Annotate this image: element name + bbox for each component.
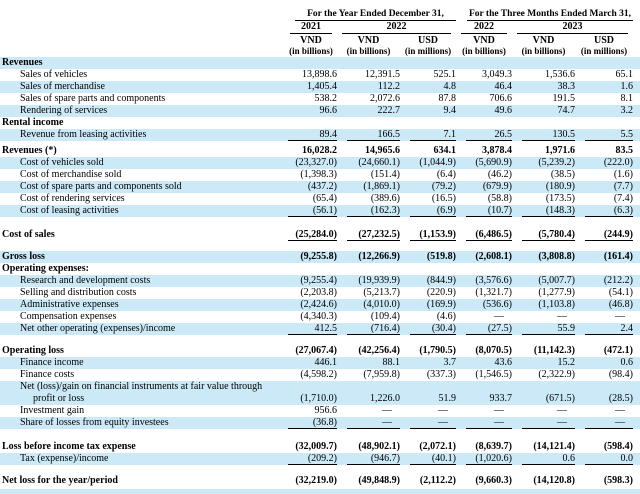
partial-row-strip [0, 489, 640, 494]
cell-value: (598.4) [603, 441, 633, 452]
header-group-year-ended [285, 8, 456, 57]
cell-value: (5,213.7) [363, 287, 400, 298]
currency-label: USD [417, 35, 438, 46]
cell-value: 96.6 [319, 105, 337, 116]
cell-value: 412.5 [285, 323, 337, 335]
cell-value: 9.4 [443, 105, 456, 116]
table-row [0, 193, 640, 205]
cell-value: (5,007.7) [538, 275, 575, 286]
table-row [0, 381, 640, 405]
table-row [0, 475, 640, 487]
cell-value: (472.1) [603, 345, 633, 356]
row-label: Investment gain [20, 405, 85, 416]
cell-value: — [456, 417, 512, 429]
cell-value: (1,020.6) [456, 453, 512, 465]
cell-value: 1.6 [620, 81, 633, 92]
period-title: For the Year Ended December 31, [295, 8, 456, 21]
cell-value: 1,405.4 [307, 81, 337, 92]
cell-value: (24,660.1) [358, 157, 400, 168]
header-label-spacer [2, 8, 285, 57]
cell-value: — [557, 311, 567, 322]
table-row [0, 417, 640, 429]
row-label: Operating expenses: [2, 263, 89, 274]
cell-value: (220.9) [426, 287, 456, 298]
row-label: Cost of merchandise sold [20, 169, 122, 180]
cell-value: 89.4 [285, 129, 337, 141]
row-label: Cost of leasing activities [20, 205, 119, 216]
unit-label: (in millions) [580, 46, 628, 56]
cell-value: (4,340.3) [300, 311, 337, 322]
cell-value: (42,256.4) [358, 345, 400, 356]
currency-label: VND [300, 35, 322, 46]
cell-value: (1,321.7) [475, 287, 512, 298]
cell-value: (11,142.3) [533, 345, 575, 356]
cell-value: (244.9) [575, 229, 633, 241]
row-label: Compensation expenses [20, 311, 117, 322]
spacer-row [0, 241, 640, 251]
cell-value: 1,226.0 [370, 393, 400, 404]
table-header [0, 0, 640, 57]
cell-value: (7,959.8) [363, 369, 400, 380]
cell-value: (5,239.2) [538, 157, 575, 168]
cell-value: (161.4) [603, 251, 633, 262]
cell-value: 3,049.3 [482, 69, 512, 80]
cell-value: (8,070.5) [475, 345, 512, 356]
spacer-row [0, 217, 640, 229]
table-row [0, 69, 640, 81]
cell-value: (4,598.2) [300, 369, 337, 380]
spacer-row [0, 335, 640, 345]
cell-value: 26.5 [456, 129, 512, 141]
cell-value: (6.4) [436, 169, 456, 180]
cell-value: 8.1 [620, 93, 633, 104]
cell-value: 3.2 [620, 105, 633, 116]
year-label: 2021 [290, 21, 332, 34]
cell-value: (1,790.5) [419, 345, 456, 356]
table-row [0, 453, 640, 465]
unit-label: (in millions) [404, 46, 452, 56]
year-cell [285, 21, 337, 34]
table-row [0, 263, 640, 275]
cell-value: (1,710.0) [300, 393, 337, 404]
year-label: 2022 [461, 21, 507, 34]
cell-value: — [615, 405, 625, 416]
row-label: Operating loss [2, 345, 64, 356]
cell-value: 0.0 [575, 453, 633, 465]
cell-value: (19,939.9) [358, 275, 400, 286]
cell-value: 1,971.6 [545, 145, 575, 156]
table-row [0, 129, 640, 141]
cell-value: 83.5 [615, 145, 633, 156]
cell-value: 166.5 [337, 129, 400, 141]
cell-value: (46.2) [487, 169, 512, 180]
cell-value: (2,424.6) [300, 299, 337, 310]
cell-value: 634.1 [433, 145, 456, 156]
row-label: Selling and distribution costs [20, 287, 137, 298]
currency-row [456, 34, 633, 57]
cell-value: — [382, 405, 392, 416]
year-cell [512, 21, 633, 34]
row-label: Administrative expenses [20, 299, 119, 310]
cell-value: 956.6 [314, 405, 337, 416]
cell-value: (1,044.9) [419, 157, 456, 168]
cell-value: 3.7 [443, 357, 456, 368]
table-row [0, 57, 640, 69]
table-row [0, 441, 640, 453]
cell-value: 13,898.6 [302, 69, 337, 80]
row-label: Sales of spare parts and components [20, 93, 166, 104]
cell-value: (173.5) [545, 193, 575, 204]
header-group-three-months [456, 8, 633, 57]
cell-value: (2,608.1) [475, 251, 512, 262]
currency-row [285, 34, 456, 57]
table-row [0, 81, 640, 93]
cell-value: (844.9) [426, 275, 456, 286]
row-label: Loss before income tax expense [2, 441, 136, 452]
year-cell [337, 21, 456, 34]
cell-value: (14,121.4) [533, 441, 575, 452]
year-row [285, 21, 456, 34]
cell-value: 55.9 [512, 323, 575, 335]
year-label: 2022 [342, 21, 451, 34]
cell-value: 74.7 [557, 105, 575, 116]
cell-value: (56.1) [285, 205, 337, 217]
cell-value: (3,808.8) [538, 251, 575, 262]
cell-value: (48,902.1) [358, 441, 400, 452]
row-label: Cost of vehicles sold [20, 157, 104, 168]
currency-label: USD [593, 35, 614, 46]
table-row [0, 323, 640, 335]
cell-value: (1,277.9) [538, 287, 575, 298]
cell-value: 538.2 [314, 93, 337, 104]
cell-value: (1,546.5) [475, 369, 512, 380]
cell-value: 88.1 [382, 357, 400, 368]
cell-value: 2.4 [575, 323, 633, 335]
cell-value: — [494, 311, 504, 322]
year-cell [456, 21, 512, 34]
row-label: Cost of spare parts and components sold [20, 181, 182, 192]
row-label: Revenues [2, 57, 43, 68]
unit-label: (in billions) [521, 46, 566, 56]
table-row [0, 93, 640, 105]
cell-value: (109.4) [370, 311, 400, 322]
row-label: Revenues (*) [2, 145, 57, 156]
cell-value: (23,327.0) [295, 157, 337, 168]
cell-value: 51.9 [438, 393, 456, 404]
cell-value: (98.4) [608, 369, 633, 380]
unit-label: (in billions) [462, 46, 506, 56]
cell-value: 4.8 [443, 81, 456, 92]
year-row [456, 21, 633, 34]
cell-value: (5,690.9) [475, 157, 512, 168]
cell-value: (27,067.4) [295, 345, 337, 356]
cell-value: — [337, 417, 400, 429]
cell-value: (5,780.4) [512, 229, 575, 241]
table-body [0, 57, 640, 487]
cell-value: 7.1 [400, 129, 456, 141]
cell-value: (8,639.7) [475, 441, 512, 452]
cell-value: — [494, 405, 504, 416]
row-label: Net other operating (expenses)/income [20, 323, 176, 334]
cell-value: 0.6 [512, 453, 575, 465]
table-row [0, 405, 640, 417]
cell-value: (9,255.8) [300, 251, 337, 262]
cell-value: (49,848.9) [358, 475, 400, 486]
table-row [0, 357, 640, 369]
cell-value: (1.6) [613, 169, 633, 180]
cell-value: — [438, 405, 448, 416]
row-label: Gross loss [2, 251, 45, 262]
cell-value: (1,153.9) [400, 229, 456, 241]
cell-value: 0.6 [620, 357, 633, 368]
currency-cell [285, 34, 337, 57]
cell-value: — [615, 311, 625, 322]
cell-value: (536.6) [482, 299, 512, 310]
table-row [0, 105, 640, 117]
table-row [0, 345, 640, 357]
cell-value: (9,660.3) [475, 475, 512, 486]
cell-value: (7.7) [613, 181, 633, 192]
cell-value: (25,284.0) [285, 229, 337, 241]
cell-value: (389.6) [370, 193, 400, 204]
cell-value: 15.2 [557, 357, 575, 368]
period-title: For the Three Months Ended March 31, [468, 9, 632, 19]
table-row [0, 287, 640, 299]
cell-value: (337.3) [426, 369, 456, 380]
cell-value: (162.3) [337, 205, 400, 217]
cell-value: 3,878.4 [482, 145, 512, 156]
row-label: Finance costs [20, 369, 75, 380]
cell-value: 191.5 [552, 93, 575, 104]
cell-value: 46.4 [494, 81, 512, 92]
cell-value: 12,391.5 [365, 69, 400, 80]
table-row [0, 205, 640, 217]
year-label: 2023 [517, 21, 628, 34]
cell-value: (4,010.0) [363, 299, 400, 310]
currency-label: VND [473, 35, 495, 46]
table-row [0, 145, 640, 157]
cell-value: (2,203.8) [300, 287, 337, 298]
row-label: Net (loss)/gain on financial instruments at fair value through profit or loss [20, 381, 263, 404]
cell-value: 706.6 [489, 93, 512, 104]
cell-value: (65.4) [312, 193, 337, 204]
cell-value: (12,266.9) [358, 251, 400, 262]
cell-value: (9,255.4) [300, 275, 337, 286]
cell-value: 222.7 [377, 105, 400, 116]
cell-value: (54.1) [608, 287, 633, 298]
cell-value: (209.2) [285, 453, 337, 465]
currency-cell [575, 34, 633, 57]
cell-value: 49.6 [494, 105, 512, 116]
cell-value: 65.1 [615, 69, 633, 80]
table-row [0, 117, 640, 129]
row-label: Tax (expense)/income [20, 453, 109, 464]
row-label: Sales of vehicles [20, 69, 88, 80]
table-row [0, 169, 640, 181]
cell-value: 14,965.6 [365, 145, 400, 156]
table-row [0, 275, 640, 287]
cell-value: (151.4) [370, 169, 400, 180]
cell-value: (38.5) [550, 169, 575, 180]
row-label: Rental income [2, 117, 64, 128]
cell-value: (6.9) [400, 205, 456, 217]
row-label: Sales of merchandise [20, 81, 105, 92]
cell-value: (2,322.9) [538, 369, 575, 380]
cell-value: (222.0) [603, 157, 633, 168]
row-label: Revenue from leasing activities [20, 129, 147, 140]
cell-value: (212.2) [603, 275, 633, 286]
cell-value: (28.5) [608, 393, 633, 404]
cell-value: (148.3) [512, 205, 575, 217]
cell-value: 5.5 [575, 129, 633, 141]
cell-value: 16,028.2 [302, 145, 337, 156]
cell-value: 933.7 [489, 393, 512, 404]
row-label: Net loss for the year/period [2, 475, 118, 486]
cell-value: 87.8 [438, 93, 456, 104]
currency-label: VND [357, 35, 380, 46]
cell-value: (437.2) [307, 181, 337, 192]
cell-value: (30.4) [400, 323, 456, 335]
cell-value: — [557, 405, 567, 416]
table-row [0, 157, 640, 169]
currency-cell [512, 34, 575, 57]
cell-value: (716.4) [337, 323, 400, 335]
cell-value: (2,112.2) [419, 475, 456, 486]
cell-value: (40.1) [400, 453, 456, 465]
cell-value: 130.5 [512, 129, 575, 141]
row-label: Rendering of services [20, 105, 108, 116]
row-label: Research and development costs [20, 275, 151, 286]
unit-label: (in billions) [346, 46, 391, 56]
cell-value: (6.3) [575, 205, 633, 217]
row-label: Cost of rendering services [20, 193, 125, 204]
table-row [0, 229, 640, 241]
row-label: Cost of sales [2, 229, 55, 240]
cell-value: (1,398.3) [300, 169, 337, 180]
spacer-row [0, 429, 640, 441]
table-row [0, 369, 640, 381]
cell-value: (79.2) [431, 181, 456, 192]
spacer-row [0, 465, 640, 475]
cell-value: (4.6) [436, 311, 456, 322]
cell-value: — [400, 417, 456, 429]
cell-value: (14,120.8) [533, 475, 575, 486]
table-row [0, 299, 640, 311]
cell-value: — [512, 417, 575, 429]
table-row [0, 311, 640, 323]
cell-value: 112.2 [377, 81, 400, 92]
cell-value: 1,536.6 [545, 69, 575, 80]
cell-value: (598.3) [603, 475, 633, 486]
cell-value: (946.7) [337, 453, 400, 465]
cell-value: (32,009.7) [295, 441, 337, 452]
cell-value: (27,232.5) [337, 229, 400, 241]
cell-value: 2,072.6 [370, 93, 400, 104]
cell-value: (3,576.6) [475, 275, 512, 286]
cell-value: (1,869.1) [363, 181, 400, 192]
cell-value: (519.8) [426, 251, 456, 262]
cell-value: — [575, 417, 633, 429]
cell-value: 525.1 [433, 69, 456, 80]
row-label: Share of losses from equity investees [20, 417, 169, 428]
cell-value: (58.8) [487, 193, 512, 204]
cell-value: 446.1 [314, 357, 337, 368]
cell-value: (7.4) [613, 193, 633, 204]
cell-value: (679.9) [482, 181, 512, 192]
cell-value: (6,486.5) [456, 229, 512, 241]
cell-value: (671.5) [545, 393, 575, 404]
cell-value: (1,103.8) [538, 299, 575, 310]
table-row [0, 181, 640, 193]
cell-value: (36.8) [285, 417, 337, 429]
currency-cell [337, 34, 400, 57]
cell-value: (180.9) [545, 181, 575, 192]
cell-value: (16.5) [431, 193, 456, 204]
cell-value: (27.5) [456, 323, 512, 335]
cell-value: (169.9) [426, 299, 456, 310]
cell-value: (10.7) [456, 205, 512, 217]
cell-value: (46.8) [608, 299, 633, 310]
unit-label: (in billions) [289, 46, 333, 56]
currency-cell [400, 34, 456, 57]
cell-value: 43.6 [494, 357, 512, 368]
table-row [0, 251, 640, 263]
row-label: Finance income [20, 357, 84, 368]
cell-value: (32,219.0) [295, 475, 337, 486]
cell-value: 38.3 [557, 81, 575, 92]
currency-label: VND [532, 35, 555, 46]
currency-cell [456, 34, 512, 57]
cell-value: (2,072.1) [419, 441, 456, 452]
